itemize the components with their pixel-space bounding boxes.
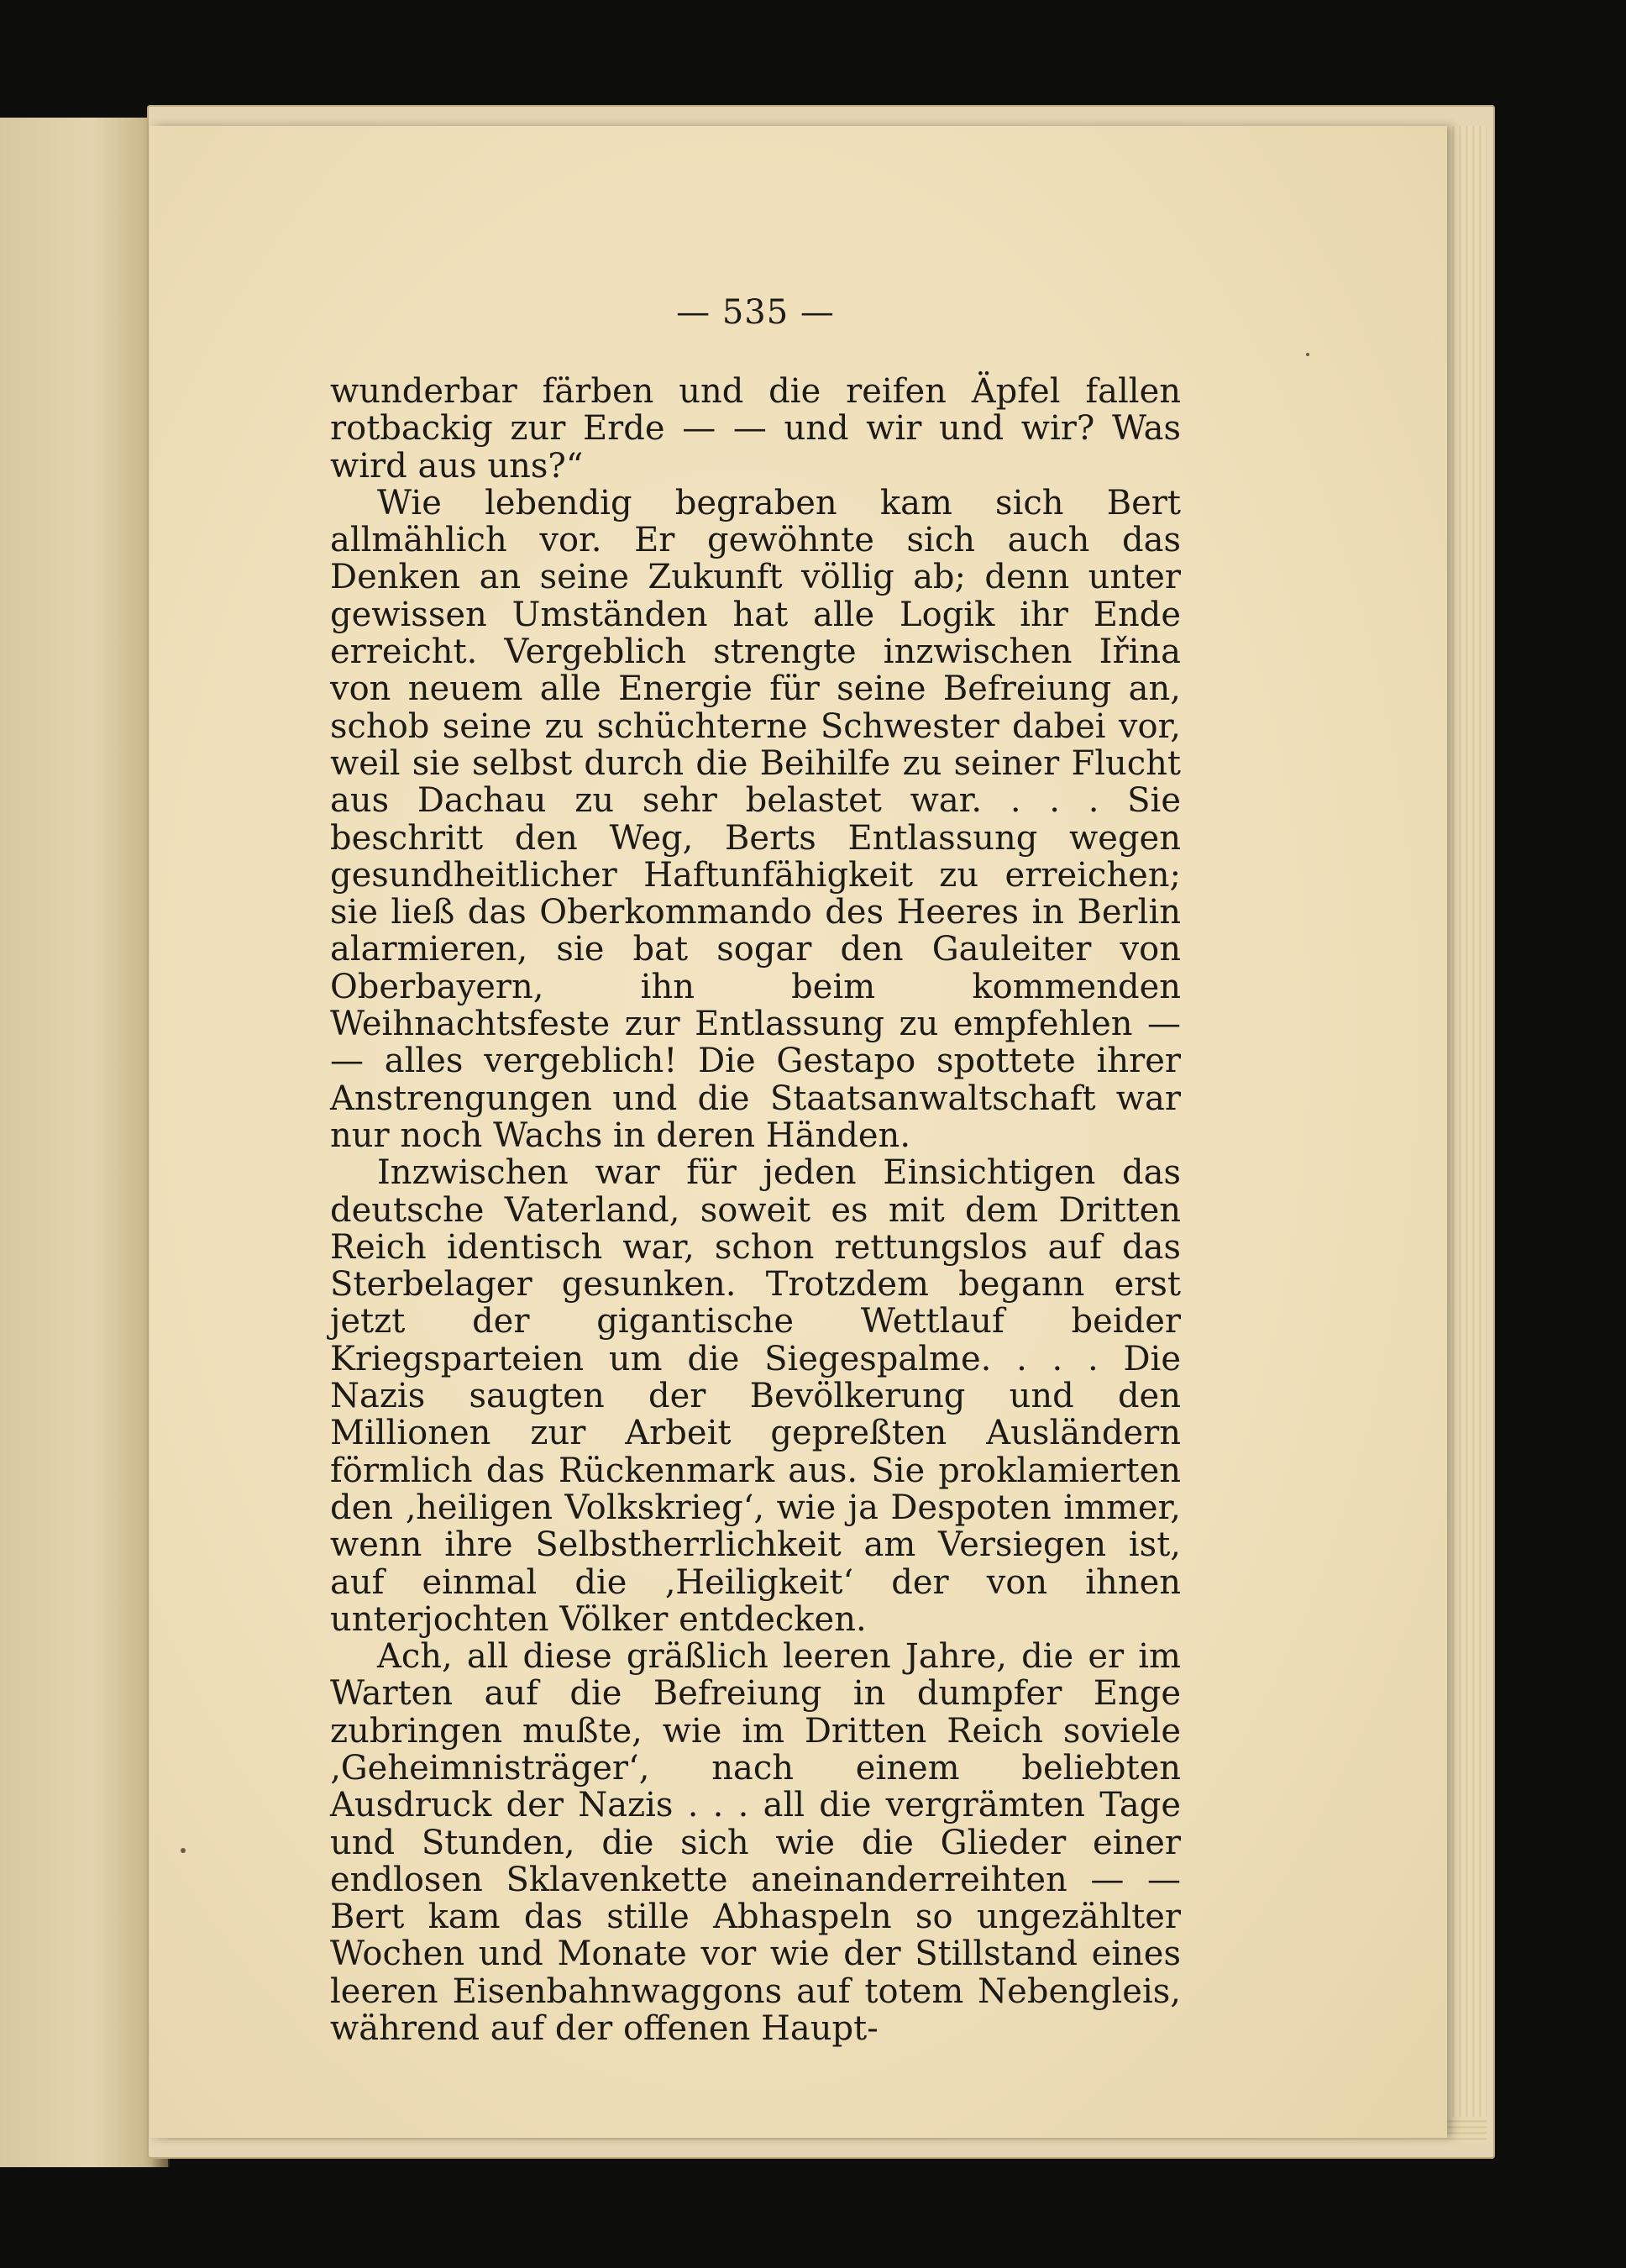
paper-speck	[1306, 353, 1309, 356]
paragraph-continuation: wunderbar färben und die reifen Äpfel fallen rotbackig zur Erde — — und wir und wir? Was wird aus uns?“	[330, 372, 1181, 486]
page-number: — 535 —	[676, 293, 835, 332]
paper-speck	[181, 1848, 186, 1853]
paragraph: Inzwischen war für jeden Einsichtigen das deutsche Vaterland, soweit es mit dem Dritten Reich identisch war, schon rettungslos auf das Sterbelager gesunken. Trotzdem begann erst jetzt der gigantische Wettlauf beider Kriegsparteien um die Siegespalme. . . . Die Nazis saugten der Bevölkerung und den Millionen zur Arbeit gepreßten Ausländern förmlich das Rückenmark aus. Sie proklamierten den ‚heiligen Volkskrieg‘, wie ja Despoten immer, wenn ihre Selbstherrlichkeit am Versiegen ist, auf einmal die ‚Heiligkeit‘ der von ihnen unterjochten Völker entdecken.	[330, 1153, 1181, 1639]
facing-page	[0, 118, 168, 2167]
page-text-block	[330, 294, 1181, 2047]
paragraph: Ach, all diese gräßlich leeren Jahre, die er im Warten auf die Befreiung in dumpfer Enge zubringen mußte, wie im Dritten Reich soviele ‚Geheimnisträger‘, nach einem beliebten Ausdruck der Nazis . . . all die vergrämten Tage und Stunden, die sich wie die Glieder einer endlosen Sklavenkette aneinanderreihten — — Bert kam das stille Abhaspeln so ungezählter Wochen und Monate vor wie der Stillstand eines leeren Eisenbahnwaggons auf totem Nebengleis, während auf der offenen Haupt-	[330, 1637, 1181, 2049]
paragraph: Wie lebendig begraben kam sich Bert allmählich vor. Er gewöhnte sich auch das Denken an seine Zukunft völlig ab; denn unter gewissen Umständen hat alle Logik ihr Ende erreicht. Vergeblich strengte inzwischen Iřina von neuem alle Energie für seine Befreiung an, schob seine zu schüchterne Schwester dabei vor, weil sie selbst durch die Beihilfe zu seiner Flucht aus Dachau zu sehr belastet war. . . . Sie beschritt den Weg, Berts Entlassung wegen gesundheitlicher Haftunfähigkeit zu erreichen; sie ließ das Oberkommando des Heeres in Berlin alarmieren, sie bat sogar den Gauleiter von Oberbayern, ihn beim kommenden Weihnachtsfeste zur Entlassung zu empfehlen — — alles vergeblich! Die Gestapo spottete ihrer Anstrengungen und die Staatsanwaltschaft war nur noch Wachs in deren Händen.	[330, 483, 1181, 1155]
